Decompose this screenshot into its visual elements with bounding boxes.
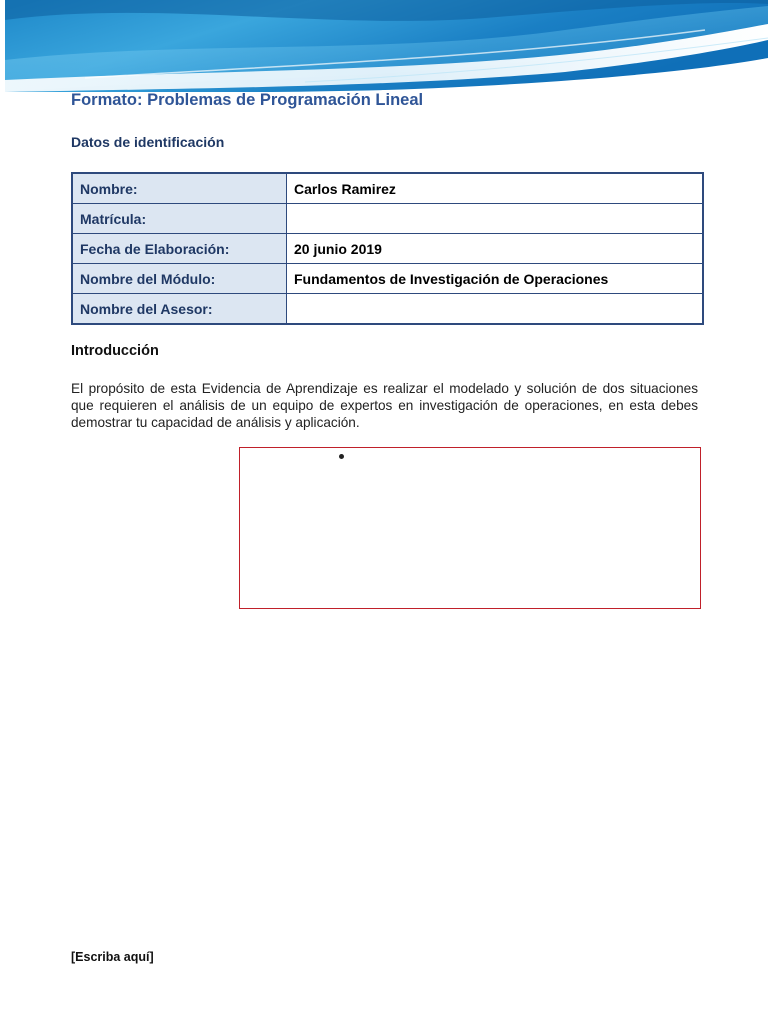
row-value-nombre[interactable]: Carlos Ramirez [287, 173, 704, 204]
table-row [72, 234, 703, 264]
document-title: Formato: Problemas de Programación Lineal [71, 91, 424, 109]
row-label-asesor: Nombre del Asesor: [72, 294, 287, 325]
row-value-modulo[interactable]: Fundamentos de Investigación de Operaciones [287, 264, 704, 294]
table-row [72, 294, 703, 325]
bullet-icon [339, 454, 344, 459]
banner-graphic [5, 0, 768, 92]
row-label-matricula: Matrícula: [72, 204, 287, 234]
identification-table [71, 172, 704, 325]
table-row [72, 173, 703, 204]
row-label-fecha: Fecha de Elaboración: [72, 234, 287, 264]
introduction-paragraph: El propósito de esta Evidencia de Aprendizaje es realizar el modelado y solución de dos situaciones que requieren el análisis de un equipo de expertos en investigación de operaciones, en esta debes demostrar tu capacidad de análisis y aplicación. [71, 381, 698, 430]
identification-heading: Datos de identificación [71, 134, 225, 150]
row-value-fecha[interactable]: 20 junio 2019 [287, 234, 704, 264]
footer-placeholder[interactable]: [Escriba aquí] [71, 950, 154, 964]
table-row [72, 264, 703, 294]
row-label-modulo: Nombre del Módulo: [72, 264, 287, 294]
row-label-nombre: Nombre: [72, 173, 287, 204]
content-box[interactable] [239, 447, 701, 609]
header-banner [5, 0, 768, 92]
introduction-heading: Introducción [71, 343, 159, 359]
table-row [72, 204, 703, 234]
row-value-asesor[interactable] [287, 294, 704, 325]
row-value-matricula[interactable] [287, 204, 704, 234]
